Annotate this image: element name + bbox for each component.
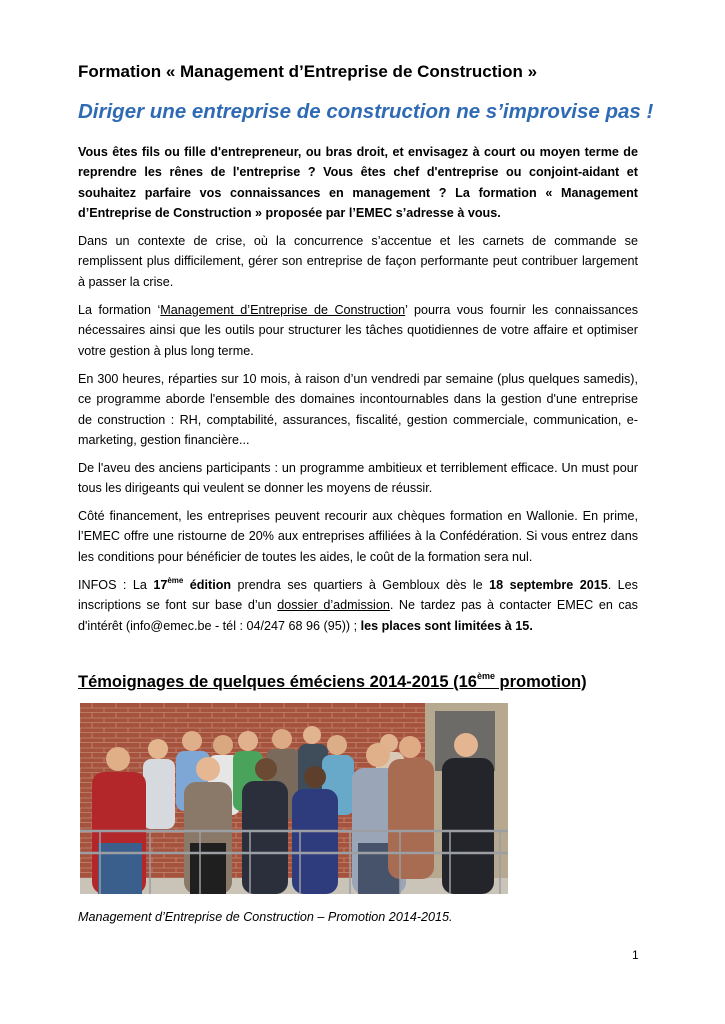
edition-number: 17: [153, 578, 168, 592]
funding-paragraph: Côté financement, les entreprises peuvent recourir aux chèques formation en Wallonie. En prime, l’EMEC offre une ristourne de 20% aux entreprises affiliées à la Confédération. Si vous entrez dans les conditions pour bénéficier de toutes les aides, le coût de la formation sera nul.: [78, 509, 638, 564]
formation-text-before: La formation ‘: [78, 303, 161, 317]
document-title: Formation « Management d’Entreprise de Construction »: [78, 62, 538, 81]
intro-paragraph: Vous êtes fils ou fille d'entrepreneur, ou bras droit, et envisagez à court ou moyen terme de reprendre les rênes de l'entreprise ? Vous êtes chef d'entreprise ou conjoint-aidant et souhaitez parfaire vos connaissances en management ? La formation « Management d’Entreprise de Construction » proposée par l’EMEC s’adresse à vous.: [78, 145, 638, 220]
testimony-paragraph: De l'aveu des anciens participants : un programme ambitieux et terriblement efficace. Un must pour tous les dirigeants qui veulent se donner les moyens de réussir.: [78, 461, 638, 496]
formation-text-after: ’ pourra vous fournir les connaissances nécessaires ainsi que les outils pour structurer les tâches quotidiennes de votre affaire et optimiser votre gestion à plus long terme.: [78, 303, 639, 358]
testimonials-heading: [78, 673, 587, 692]
photo-caption: Management d’Entreprise de Construction – Promotion 2014-2015.: [78, 910, 453, 924]
admission-file-link[interactable]: dossier d’admission: [277, 598, 390, 613]
formation-paragraph: [78, 300, 638, 361]
group-photo: [80, 703, 508, 894]
edition-superscript: ème: [167, 576, 184, 585]
testimonials-heading-after: promotion): [494, 673, 587, 691]
edition-label: édition: [183, 578, 232, 592]
document-subtitle: Diriger une entreprise de construction ne s’improvise pas !: [78, 100, 654, 123]
places-limited: les places sont limitées à 15.: [360, 618, 533, 633]
infos-text-3: . Les inscriptions se font sur base d’un: [78, 578, 638, 613]
infos-text-1: INFOS : La: [78, 578, 154, 592]
start-date: 18 septembre 2015: [489, 578, 608, 592]
formation-name-link[interactable]: Management d’Entreprise de Construction: [160, 303, 406, 317]
infos-text-2: prendra ses quartiers à Gembloux dès le: [231, 578, 490, 592]
program-paragraph: En 300 heures, réparties sur 10 mois, à raison d’un vendredi par semaine (plus quelques samedis), ce programme aborde l'ensemble des domaines incontournables dans la gestion d'une entreprise de construction : RH, comptabilité, assurances, fiscalité, gestion commerciale, communication, e-marketing, gestion financière...: [78, 372, 638, 447]
testimonials-heading-before: Témoignages de quelques éméciens 2014-2015 (16: [78, 673, 477, 691]
infos-text-4: . Ne tardez pas à contacter EMEC en cas d'intérêt (info@emec.be - tél : 04/247 68 96 (95)) ;: [78, 598, 638, 633]
page-number: 1: [632, 948, 639, 962]
infos-paragraph: [78, 575, 638, 636]
crisis-paragraph: Dans un contexte de crise, où la concurrence s’accentue et les carnets de commande se remplissent plus difficilement, gérer son entreprise de façon performante peut contribuer largement à passer la crise.: [78, 234, 638, 289]
testimonials-heading-superscript: ème: [476, 671, 495, 681]
